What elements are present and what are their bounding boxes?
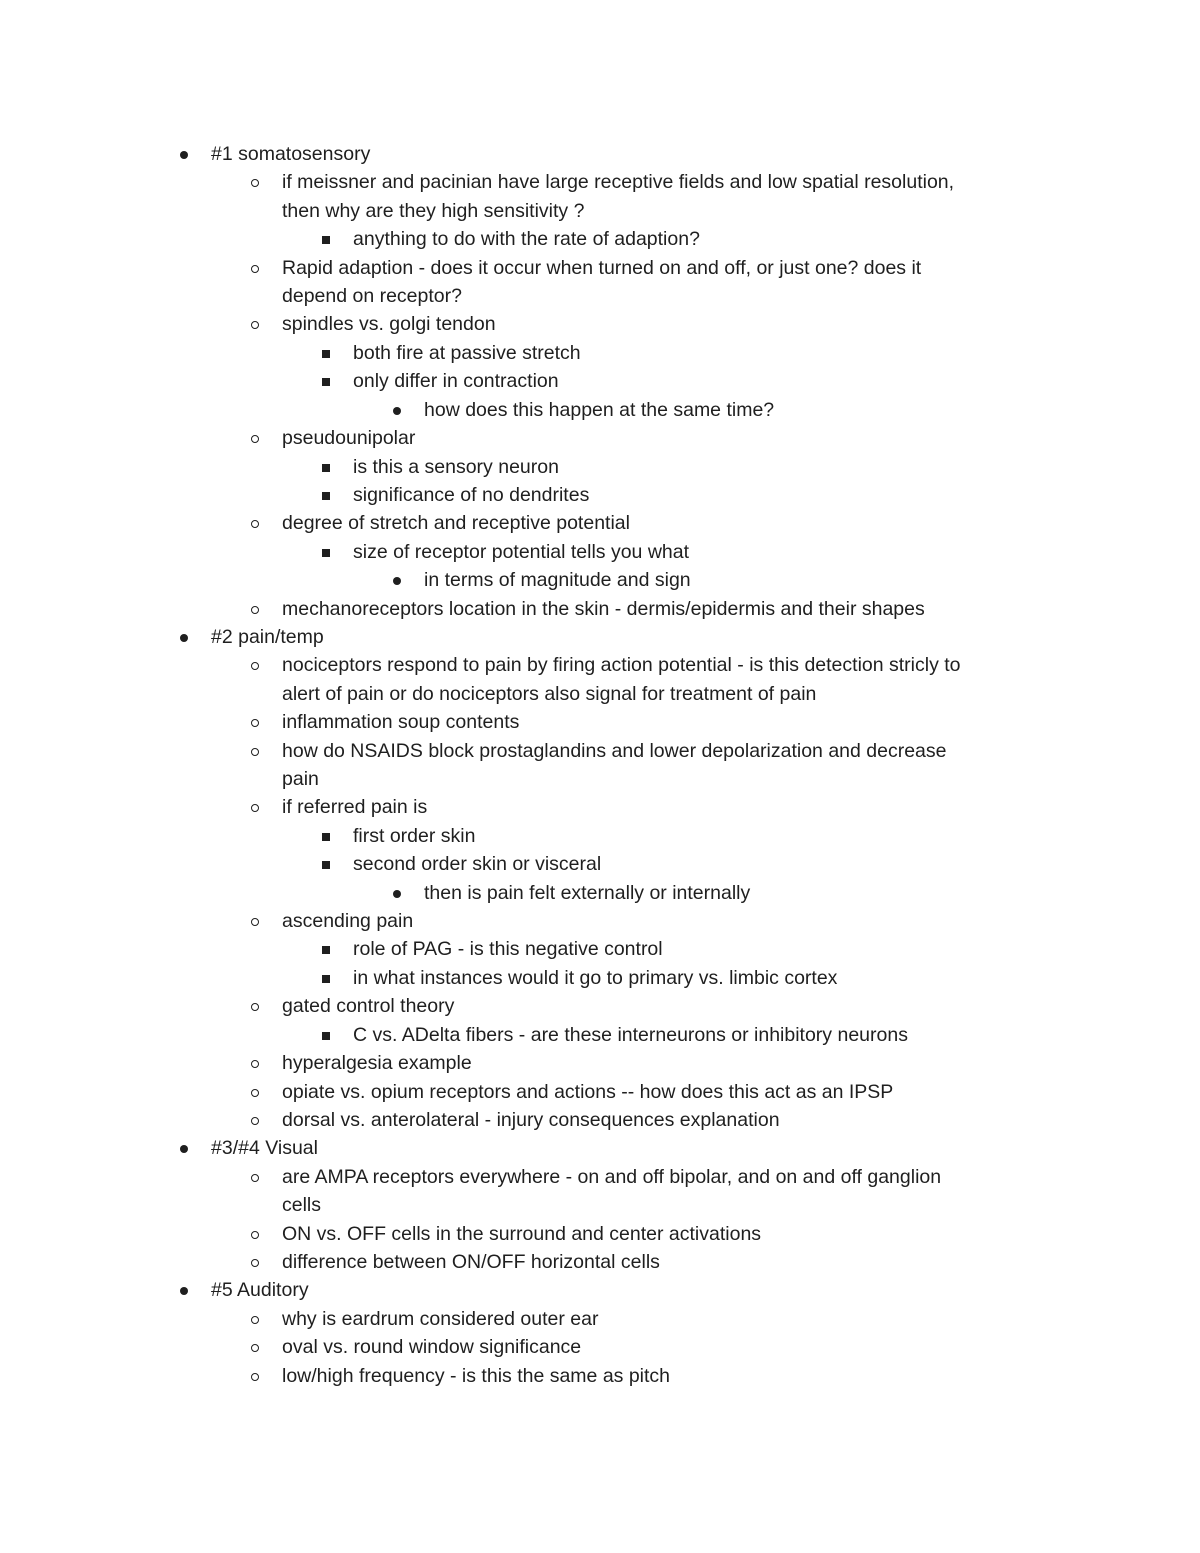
list-item: [0, 822, 1200, 850]
list-item: [0, 992, 1200, 1020]
bullet-circle-icon: [248, 1230, 262, 1240]
list-item: [0, 197, 1200, 225]
bullet-square-icon: [319, 832, 333, 842]
list-item-text: depend on receptor?: [282, 285, 462, 308]
list-item: [0, 1163, 1200, 1191]
list-item-text: spindles vs. golgi tendon: [282, 313, 496, 336]
list-item: [0, 1333, 1200, 1361]
list-item: [0, 1248, 1200, 1276]
list-item: [0, 907, 1200, 935]
list-item: [0, 850, 1200, 878]
list-item: [0, 879, 1200, 907]
bullet-square-icon: [319, 548, 333, 558]
list-item-text: nociceptors respond to pain by firing action potential - is this detection stricly to: [282, 654, 961, 677]
list-item-text: how does this happen at the same time?: [424, 398, 775, 421]
list-item: [0, 140, 1200, 168]
list-item-text: alert of pain or do nociceptors also signal for treatment of pain: [282, 682, 817, 705]
list-item: [0, 367, 1200, 395]
list-item: [0, 623, 1200, 651]
list-item: [0, 935, 1200, 963]
bullet-circle-icon: [248, 264, 262, 274]
list-item-text: degree of stretch and receptive potential: [282, 512, 630, 535]
bullet-square-icon: [319, 945, 333, 955]
list-item: [0, 282, 1200, 310]
list-item: [0, 1021, 1200, 1049]
list-item-text: #5 Auditory: [211, 1279, 309, 1302]
list-item-text: pseudounipolar: [282, 427, 416, 450]
list-item: [0, 168, 1200, 196]
list-item-text: significance of no dendrites: [353, 483, 590, 506]
list-item-text: Rapid adaption - does it occur when turned on and off, or just one? does it: [282, 256, 922, 279]
bullet-square-icon: [319, 349, 333, 359]
list-item-text: both fire at passive stretch: [353, 341, 581, 364]
list-item: [0, 424, 1200, 452]
bullet-circle-icon: [248, 1372, 262, 1382]
bullet-circle-icon: [248, 1002, 262, 1012]
bullet-square-icon: [319, 491, 333, 501]
list-item: [0, 595, 1200, 623]
bullet-square-icon: [319, 1031, 333, 1041]
bullet-circle-icon: [248, 1059, 262, 1069]
list-item: [0, 1078, 1200, 1106]
list-item: [0, 1276, 1200, 1304]
list-item-text: ascending pain: [282, 910, 414, 933]
bullet-circle-icon: [248, 661, 262, 671]
bullet-circle-icon: [248, 917, 262, 927]
list-item: [0, 566, 1200, 594]
list-item: [0, 1191, 1200, 1219]
bullet-dot-icon: [390, 576, 404, 586]
list-item-text: C vs. ADelta fibers - are these interneurons or inhibitory neurons: [353, 1023, 908, 1046]
list-item: [0, 509, 1200, 537]
list-item: [0, 396, 1200, 424]
list-item-text: only differ in contraction: [353, 370, 559, 393]
list-item: [0, 453, 1200, 481]
bullet-dot-icon: [177, 1144, 191, 1154]
list-item: [0, 708, 1200, 736]
list-item: [0, 481, 1200, 509]
list-item-text: then is pain felt externally or internally: [424, 881, 751, 904]
list-item-text: cells: [282, 1194, 322, 1217]
list-item-text: dorsal vs. anterolateral - injury consequences explanation: [282, 1108, 780, 1131]
bullet-dot-icon: [390, 406, 404, 416]
list-item-text: oval vs. round window significance: [282, 1336, 582, 1359]
list-item-text: why is eardrum considered outer ear: [282, 1307, 599, 1330]
bullet-square-icon: [319, 860, 333, 870]
list-item: [0, 1049, 1200, 1077]
bullet-circle-icon: [248, 1088, 262, 1098]
list-item: [0, 1134, 1200, 1162]
list-item-text: ON vs. OFF cells in the surround and center activations: [282, 1222, 762, 1245]
bullet-square-icon: [319, 377, 333, 387]
list-item-text: inflammation soup contents: [282, 711, 520, 734]
list-item-text: #3/#4 Visual: [211, 1137, 318, 1160]
bullet-circle-icon: [248, 803, 262, 813]
list-item-text: is this a sensory neuron: [353, 455, 559, 478]
list-item-text: role of PAG - is this negative control: [353, 938, 663, 961]
list-item-text: #2 pain/temp: [211, 625, 324, 648]
bullet-circle-icon: [248, 320, 262, 330]
bullet-circle-icon: [248, 1258, 262, 1268]
list-item: [0, 254, 1200, 282]
bullet-circle-icon: [248, 178, 262, 188]
list-item-text: pain: [282, 768, 319, 791]
list-item-text: in terms of magnitude and sign: [424, 569, 691, 592]
bullet-circle-icon: [248, 1315, 262, 1325]
list-item-text: mechanoreceptors location in the skin - dermis/epidermis and their shapes: [282, 597, 925, 620]
list-item-text: gated control theory: [282, 995, 455, 1018]
list-item-text: difference between ON/OFF horizontal cells: [282, 1250, 660, 1273]
list-item-text: in what instances would it go to primary vs. limbic cortex: [353, 966, 838, 989]
list-item: [0, 680, 1200, 708]
list-item-text: then why are they high sensitivity ?: [282, 199, 585, 222]
list-item: [0, 964, 1200, 992]
list-item-text: #1 somatosensory: [211, 143, 371, 165]
bullet-square-icon: [319, 235, 333, 245]
bullet-circle-icon: [248, 1116, 262, 1126]
list-item-text: opiate vs. opium receptors and actions -- how does this act as an IPSP: [282, 1080, 894, 1103]
list-item: [0, 651, 1200, 679]
list-item: [0, 737, 1200, 765]
bullet-circle-icon: [248, 718, 262, 728]
list-item: [0, 1305, 1200, 1333]
list-item: [0, 793, 1200, 821]
bullet-circle-icon: [248, 1173, 262, 1183]
list-item-text: size of receptor potential tells you what: [353, 540, 690, 563]
list-item-text: low/high frequency - is this the same as pitch: [282, 1364, 671, 1387]
bullet-circle-icon: [248, 1343, 262, 1353]
list-item-text: anything to do with the rate of adaption?: [353, 228, 700, 251]
list-item-text: are AMPA receptors everywhere - on and off bipolar, and on and off ganglion: [282, 1165, 942, 1188]
bullet-circle-icon: [248, 605, 262, 615]
bullet-circle-icon: [248, 747, 262, 757]
list-item-text: if referred pain is: [282, 796, 428, 819]
list-item-text: how do NSAIDS block prostaglandins and lower depolarization and decrease: [282, 739, 947, 762]
bullet-dot-icon: [177, 1286, 191, 1296]
list-item-text: second order skin or visceral: [353, 853, 602, 876]
bullet-square-icon: [319, 463, 333, 473]
bullet-square-icon: [319, 974, 333, 984]
bullet-dot-icon: [177, 633, 191, 643]
list-item: [0, 538, 1200, 566]
list-item-text: hyperalgesia example: [282, 1052, 472, 1075]
list-item: [0, 1220, 1200, 1248]
list-item: [0, 1106, 1200, 1134]
bullet-dot-icon: [390, 889, 404, 899]
list-item: [0, 1362, 1200, 1390]
list-item: [0, 765, 1200, 793]
list-item-text: if meissner and pacinian have large receptive fields and low spatial resolution,: [282, 171, 955, 194]
list-item-text: first order skin: [353, 824, 476, 847]
bullet-dot-icon: [177, 150, 191, 160]
list-item: [0, 225, 1200, 253]
bullet-circle-icon: [248, 434, 262, 444]
bullet-circle-icon: [248, 519, 262, 529]
list-item: [0, 310, 1200, 338]
list-item: [0, 339, 1200, 367]
